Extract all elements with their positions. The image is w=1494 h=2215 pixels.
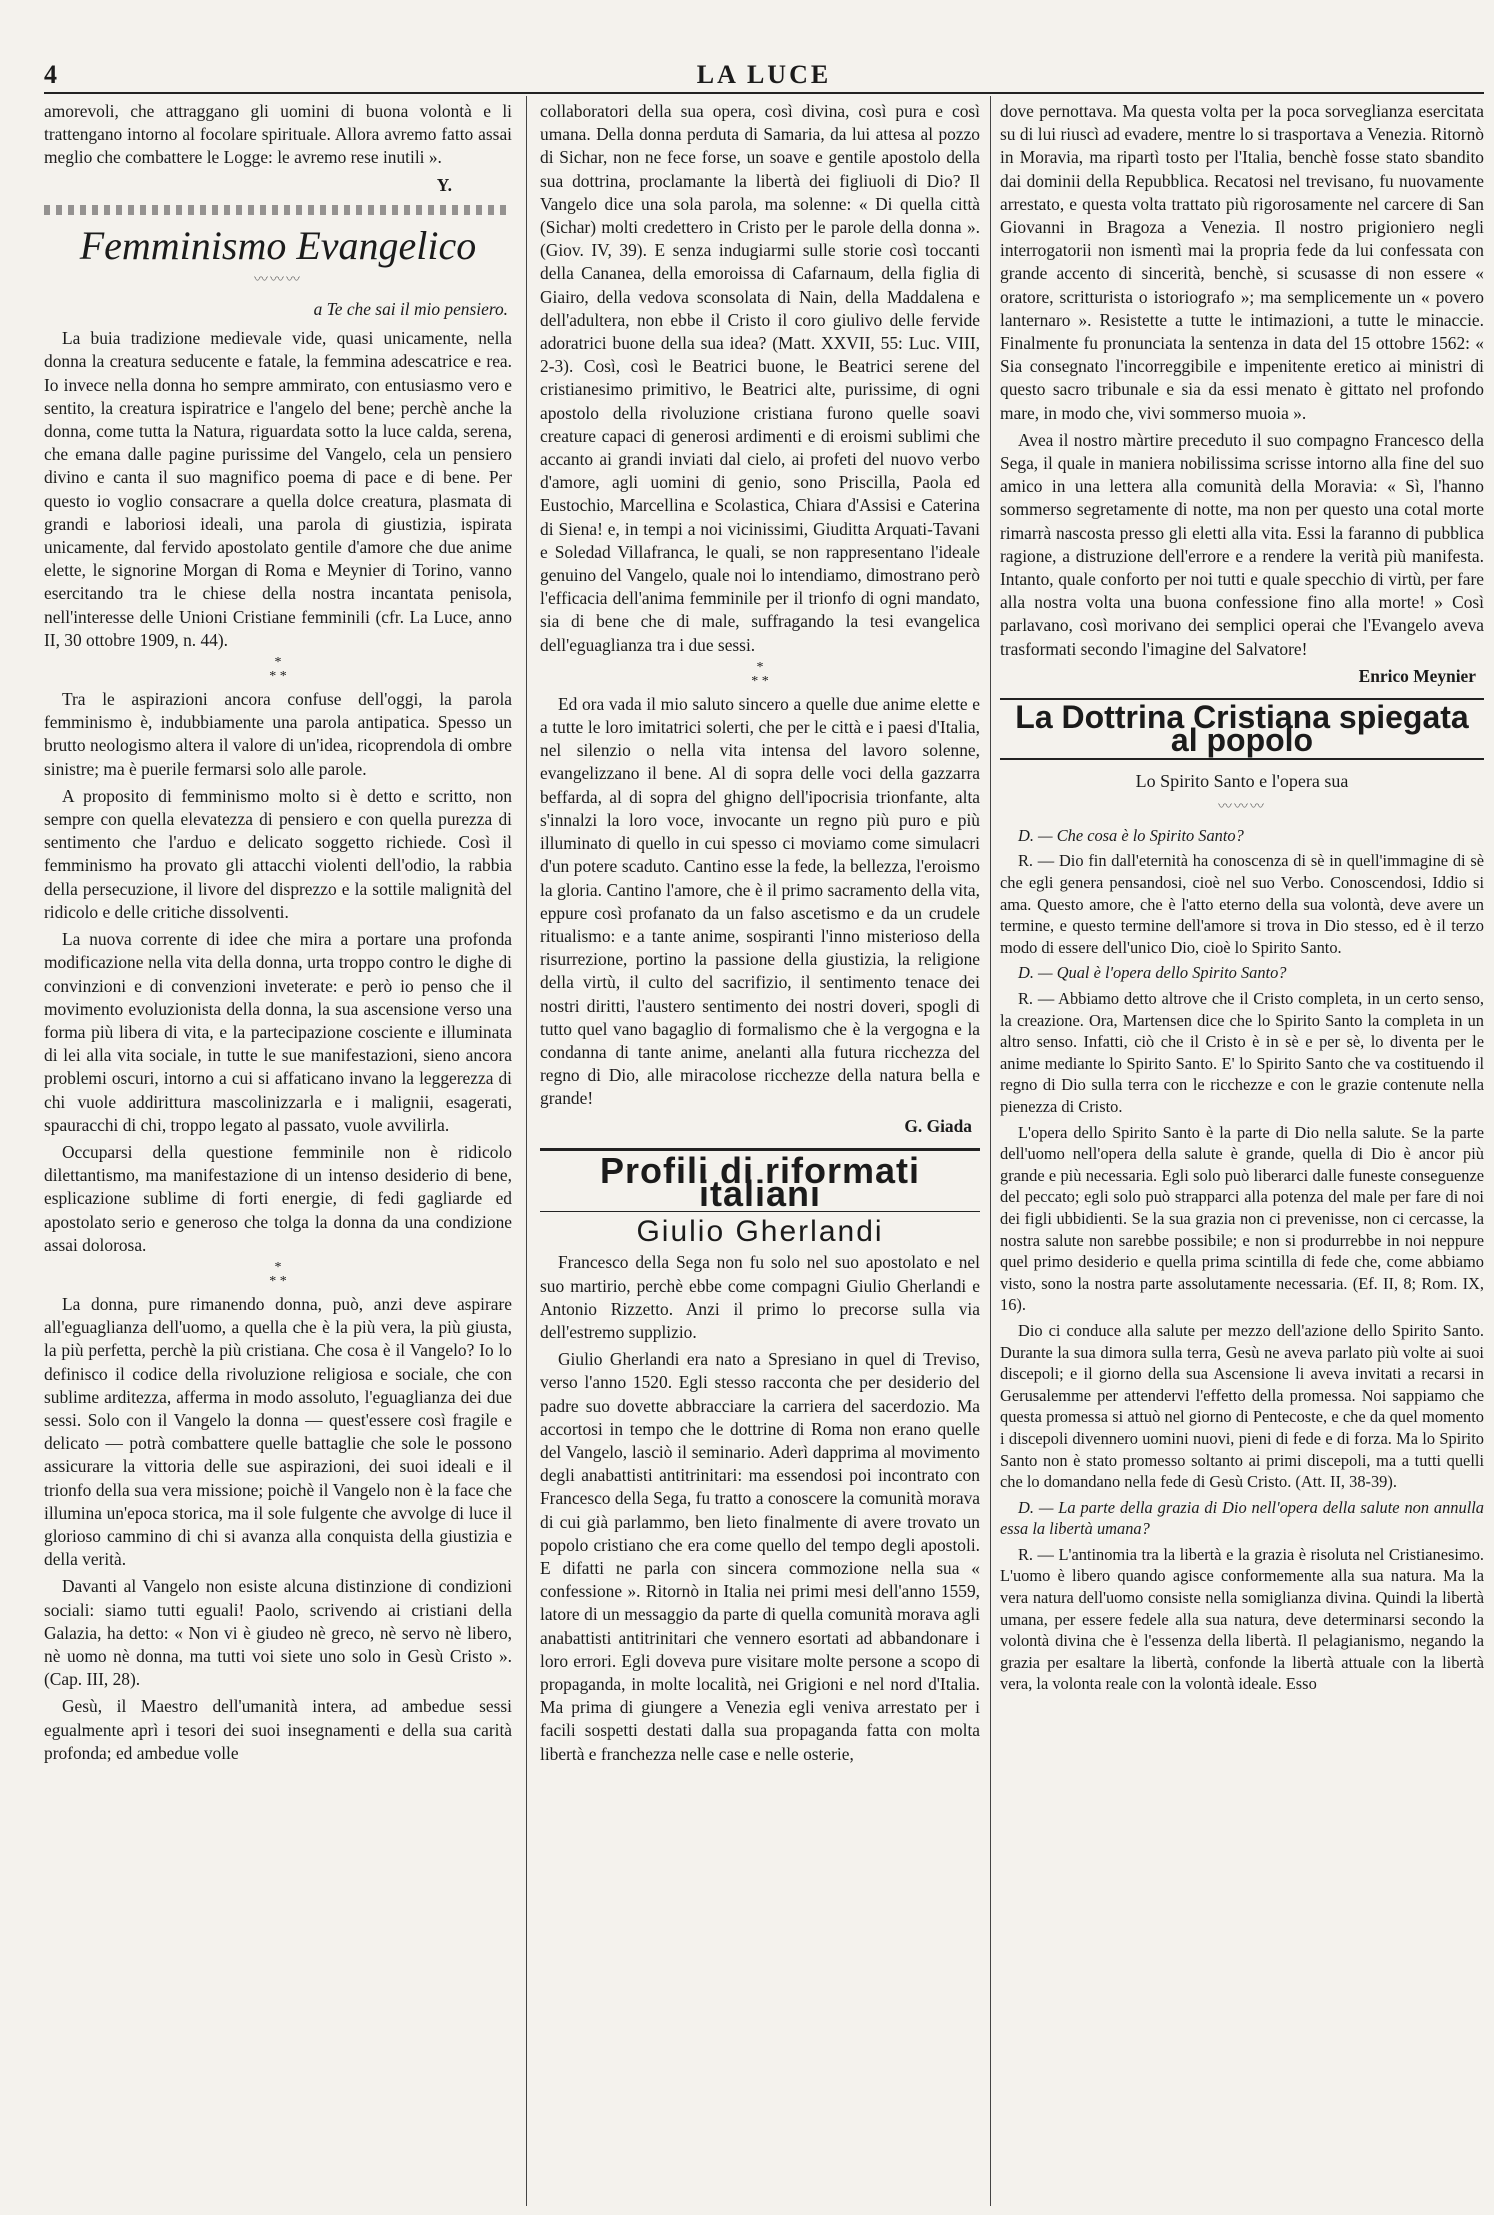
answer: R. — Abbiamo detto altrove che il Cristo completa, in un certo senso, la creazione. Ora, Martensen dice che lo Spirito Santo la completa in un altro senso. Infatti, ciò che il Cristo è in sè e per sè, lo diventa per le anime mediante lo Spirito Santo. E' lo Spirito Santo che va costituendo il regno di Dio sulla terra con le ricchezze e con le grazie contenute nella pienezza di Cristo. (1000, 989, 1484, 1117)
article-title: Femminismo Evangelico (79, 222, 477, 268)
paragraph: dove pernottava. Ma questa volta per la poca sorveglianza esercitata su di lui riuscì ad evadere, mentre lo si trasportava a Venezia. Ritornò in Moravia, ma ripartì tosto per l'Italia, benchè fosse stato sbandito dai dominii della Repubblica. Recatosi nel trevisano, fu nuovamente arrestato, e questa volta trattato più rigorosamente nel carcere di San Giovanni in Bragoza a Venezia. Il nostro prigioniero negli interrogatorii non ismentì mai la propria fede da lui confessata con grande accento di sincerità, benchè, si scusasse di non essere « oratore, scritturista o istoriografo »; ma semplicemente un « povero lanternaro ». Resistette a tutte le intimazioni, a tutte le minaccie. Finalmente fu pronunciata la sentenza in data del 15 ottobre 1562: « Sia consegnato l'incorreggibile e impenitente eretico ai ministri di questo sacro tribunale e sia da essi menato è gittato nel profondo mare, in modo che, vivi sommerso muoia ». (1000, 101, 1484, 423)
paragraph: Francesco della Sega non fu solo nel suo apostolato e nel suo martirio, perchè ebbe come compagni Giulio Gherlandi e Antonio Rizzetto. Anzi il primo lo precorse sulla via dell'estremo supplizio. (540, 1252, 980, 1342)
question: D. — Che cosa è lo Spirito Santo? (1018, 825, 1244, 845)
paragraph: La nuova corrente di idee che mira a portare una profonda modificazione nella vita della donna, urta troppo contro le dighe di convinzioni e di convenzioni inveterate: e però io penso che il movimento evoluzionista della donna, la sua ascensione verso una forma più libera di vita, e la partecipazione cosciente e illuminata di lei alla vita sociale, in tutte le sue manifestazioni, sieno ancora problemi oscuri, intorno a cui si affaticano invano la leggerezza di chi vuole addirittura mascolinizzarla e i malignii, esagerati, spauracchi di chi, troppo legato al passato, vuole avvilirla. (44, 929, 512, 1135)
paragraph: Gesù, il Maestro dell'umanità intera, ad ambedue sessi egualmente aprì i tesori dei suoi insegnamenti e della sua carità profonda; ed ambedue volle (44, 1696, 512, 1763)
paragraph: Giulio Gherlandi era nato a Spresiano in quel di Treviso, verso l'anno 1520. Egli stesso racconta che per desiderio del padre suo dovette abbracciare la carriera del sacerdozio. Ma accortosi in tempo che le dottrine di Roma non erano quelle del Vangelo, lasciò il seminario. Aderì dapprima al movimento degli anabattisti antitrinitari: ma essendosi poi incontrato con Francesco della Sega, fu tratto a conoscere la comunità morava di cui già parlammo, ben lieto finalmente di avere trovato un popolo cristiano che era come quello del tempo degli apostoli. E difatti ne parla con sincera commozione nella sua « confessione ». Ritornò in Italia nei primi mesi dell'anno 1559, latore di un messaggio da parte di quella comunità morava agli anabattisti antitrinitari che vennero esortati ad abbandonare i loro errori. Egli doveva pure visitare molte persone a scopo di propaganda, in molte località, nei Grigioni e nel nord d'Italia. Ma prima di giungere a Venezia egli veniva arrestato per i facili sospetti destati dalla sua propaganda fatta con molta libertà e franchezza nelle case e nelle osterie, (540, 1349, 980, 1764)
page-header (44, 58, 1484, 94)
paragraph: Davanti al Vangelo non esiste alcuna distinzione di condizioni sociali: siamo tutti eguali! Paolo, scrivendo ai cristiani della Galazia, ha detto: « Non vi è giudeo nè greco, nè servo nè libero, nè uomo nè donna, ma tutti voi siete uno solo in Gesù Cristo ». (Cap. III, 28). (44, 1576, 512, 1690)
question: D. — La parte della grazia di Dio nell'opera della salute non annulla essa la libertà umana? (1000, 1497, 1484, 1539)
masthead-title: LA LUCE (696, 60, 832, 89)
signature: Y. (436, 174, 452, 195)
question: D. — Qual è l'opera dello Spirito Santo? (1018, 963, 1287, 983)
section-title: Profili di riformati italiani (599, 1149, 921, 1214)
column-2 (540, 100, 980, 1770)
paragraph: A proposito di femminismo molto si è detto e scritto, non sempre con quella elevatezza di pensiero e con quella purezza di sentimento che l'arduo e delicato soggetto richiede. Così il femminismo ha provato gli attacchi violenti dell'odio, la rabbia della persecuzione, il livore del disprezzo e la sottile malignità del ridicolo e delle critiche dissolventi. (44, 785, 512, 922)
column-3 (1000, 100, 1484, 1699)
answer: L'opera dello Spirito Santo è la parte di Dio nella salute. Se la parte dell'uomo nell'opera della salute è grande, quella di Dio è ancor più grande e più necessaria. Egli solo può liberarci dalle funeste conseguenze del peccato; egli solo può strapparci alla potenza del male per fare di noi dei figli ubbidienti. Se la sua grazia non ci prevenisse, non ci cercasse, la nostra salute non sarebbe possibile; e non si produrrebbe in noi neppure quel primo desiderio e quella prima scintilla di fede che, come abbiamo visto, sono la nostra parte assolutamente necessaria. (Ef. II, 8; Rom. IX, 16). (1000, 1122, 1484, 1315)
column-rule (526, 96, 527, 2206)
paragraph: La buia tradizione medievale vide, quasi unicamente, nella donna la creatura seducente e fatale, la femmina adescatrice e rea. Io invece nella donna ho sempre ammirato, con entusiasmo vero e sentito, la creatura ispiratrice e l'angelo del bene; perchè anche la donna, come tutta la Natura, riguardata sotto la luce calda, serena, che emana dalle pagine purissime del Vangelo, cela un pensiero divino e canta il suo magnifico poema di pace e di bene. Per questo io voglio consacrare a quella dolce creatura, plasmata di grandi e laboriosi ideali, una parola di giustizia, ispirata unicamente, dal fervido apostolato gentile d'amore che due anime elette, le signorine Morgan di Roma e Meynier di Torino, vanno esercitando tra le chiese della nostra incantata penisola, nell'interesse delle Unioni Cristiane femminili (cfr. La Luce, anno II, 30 ottobre 1909, n. 44). (44, 328, 512, 650)
answer: Dio ci conduce alla salute per mezzo dell'azione dello Spirito Santo. Durante la sua dimora sulla terra, Gesù ne aveva parlato più volte ai suoi discepoli; e il giorno della sua Ascensione li aveva invitati a recarsi in Gerusalemme per attendervi l'effetto della promessa. Noi sappiamo che questa promessa si attuò nel giorno di Pentecoste, e che da quel momento i discepoli divennero uomini nuovi, pieni di fede e di forza. Ma lo Spirito Santo non è stato promesso soltanto ai primi discepoli, ma a tutti quelli che lo domandano nella fede di Gesù Cristo. (Att. II, 38-39). (1000, 1320, 1484, 1492)
answer: R. — L'antinomia tra la libertà e la grazia è risoluta nel Cristianesimo. L'uomo è libero quando agisce conformemente alla sua natura. Ma la vera natura dell'uomo consiste nella somiglianza divina. Quindi la libertà umana, per essere fedele alla sua natura, deve determinarsi secondo la volontà divina che è l'essenza della libertà. Il pelagianismo, negando la grazia per esaltare la libertà, confonde la libertà attuale con la libertà vera, la volonta reale con la volontà ideale. Esso (1000, 1544, 1484, 1694)
paragraph: collaboratori della sua opera, così divina, così pura e così umana. Della donna perduta di Samaria, da lui attesa al pozzo di Sichar, non ne fece forse, un soave e gentile apostolo della sua dottrina, proclamante la libertà dei figliuoli di Dio? Il Vangelo dice una sola parola, ma solenne: « Di quella città (Sichar) molti credettero in Cristo per le parole della donna ». (Giov. IV, 39). E senza indugiarmi sulle storie così toccanti della Cananea, della emoroissa di Cafarnaum, della figlia di Giairo, della vedova sconsolata di Nain, della Maddalena e dell'adultera, non ebbe il Cristo il coro giulivo delle fervide adoratrici buone della sua idea? (Matt. XXVII, 55: Luc. VIII, 2-3). Così, così le Beatrici buone, le Beatrici serene del cristianesimo primitivo, le Beatrici alte, purissime, di ogni apostolo della rivoluzione cristiana furono quelle soavi creature capaci di generosi ardimenti e di eroismi sublimi che accanto ai grandi inviati dal cielo, ai profeti del nuovo verbo d'amore, agli uomini di genio, sono Priscilla, Paola ed Eustochio, Marcellina e Scolastica, Chiara d'Assisi e Caterina di Siena! e, in tempi a noi vicinissimi, Giuditta Arquati-Tavani e Soledad Villafranca, le quali, se non rappresentano l'ideale genuino del Vangelo, quale noi lo intendiamo, dimostrano però l'efficacia dell'anima femminile per il trionfo di ogni mandato, sia di bene che di male, suffragando la tesi evangelica dell'eguaglianza tra i due sessi. (540, 101, 980, 655)
paragraph: La donna, pure rimanendo donna, può, anzi deve aspirare all'eguaglianza dell'uomo, a quella che è la più vera, la più giusta, la più perfetta, perchè la più cristiana. Che cosa è il Vangelo? Io lo definisco il codice della rivoluzione religiosa e sociale, che con sublime arditezza, afferma in modo assoluto, l'eguaglianza dei due sessi. Solo con il Vangelo la donna — quest'essere così fragile e delicato — potrà combattere quelle battaglie che sole le possono assicurare la vittoria delle sue aspirazioni, dei suoi ideali e il trionfo della sua vera missione; poichè il Vangelo non è la face che illumina un'epoca storica, ma il sole fulgente che avvolge di luce il glorioso cammino di chi si avanza alla conquista della giustizia e della verità. (44, 1293, 512, 1570)
section-break: * * * (751, 659, 769, 689)
paragraph: Avea il nostro màrtire preceduto il suo compagno Francesco della Sega, il quale in maniera nobilissima scrisse intorno alla fine del suo amico in una lettera alla comunità della Moravia: « Sì, l'hanno sommerso segretamente di notte, ma non per questo una cotal morte rimarrà nascosta presso gli eletti alla vita. Essi la faranno di pubblica ragione, a distruzione dell'errore e a rendere la verità più manifesta. Intanto, quale conforto per noi tutti e quale specchio di virtù, per fare alla nostra volta una buona confessione fino alla morte! » Così parlavano, così morivano dei semplici operai che l'Evangelo aveva trasformati secondo l'imagine del Salvatore! (1000, 429, 1484, 659)
signature: Enrico Meynier (1358, 665, 1476, 686)
ornament: 〰〰〰 (1218, 799, 1266, 815)
paragraph: Tra le aspirazioni ancora confuse dell'oggi, la parola femminismo è, indubbiamente una parola antipatica. Spesso un brutto neologismo altera il valore di un'idea, ricoprendola di ombre sinistre; ma è puerile fermarsi solo alle parole. (44, 689, 512, 779)
section-subtitle: Lo Spirito Santo e l'opera sua (1135, 771, 1349, 792)
ornament: 〰〰〰 (254, 272, 302, 288)
paragraph: amorevoli, che attraggano gli uomini di buona volontà e li trattengano intorno al focolare spirituale. Allora avremo fatto assai meglio che combattere le Logge: le avremo rese inutili ». (44, 101, 512, 168)
paragraph: Occuparsi della questione femminile non è ridicolo dilettantismo, ma manifestazione di un intenso desiderio di bene, esplicazione sublime di forti energie, di fedi gagliarde ed apostolato serio e generoso che tolga la donna da una condizione assai dolorosa. (44, 1141, 512, 1255)
section-break: * * * (269, 1259, 287, 1289)
column-rule (990, 96, 991, 2206)
answer: R. — Dio fin dall'eternità ha conoscenza di sè in quell'immagine di sè che egli genera pensandosi, cioè nel suo Verbo. Conoscendosi, Iddio si ama. Questo amore, che è l'atto eterno della sua volontà, deve avere un termine, e questo termine dell'amore si trova in Dio stesso, ed è il terzo modo di essere dell'unico Dio, cioè lo Spirito Santo. (1000, 851, 1484, 957)
section-break: * * * (269, 655, 287, 685)
paragraph: Ed ora vada il mio saluto sincero a quelle due anime elette e a tutte le loro imitatrici solerti, che per le città e i paesi d'Italia, nel silenzio o nella vita intensa del lavoro solenne, evangelizzano il bene. Al di sopra delle voci della gazzarra beffarda, al di sopra del ghigno dell'ipocrisia trionfante, alta s'innalzi la loro voce, invocante un regno più puro e più illuminato di quello in cui spesso ci moviamo come simulacri d'un potere scaduto. Cantino esse la fede, la bellezza, l'eroismo la gloria. Cantino l'amore, che è il primo sacramento della vita, eppure così profanato da un falso ascetismo e da un crudele ritualismo: e a tante anime, sospiranti l'inno misterioso della risurrezione, portino la passione della giustizia, la religione della virtù, il culto del sacrifizio, il sentimento tenace dei nostri diritti, l'austero sentimento dei nostri doveri, spogli di tutto quel vano bagaglio di formalismo che è la vergogna e la condanna di tante anime, anelanti alla futura ricchezza del regno di Dio, alle miracolose ricchezze della natura bella e grande! (540, 693, 980, 1109)
signature: G. Giada (904, 1115, 972, 1136)
column-1 (44, 100, 512, 1769)
section-subtitle: Giulio Gherlandi (636, 1215, 884, 1249)
section-title: La Dottrina Cristiana spiegata al popolo (1000, 698, 1484, 760)
divider (44, 205, 512, 215)
section-header (540, 1148, 980, 1212)
page-number: 4 (44, 60, 57, 89)
epigraph: a Te che sai il mio pensiero. (313, 299, 508, 320)
